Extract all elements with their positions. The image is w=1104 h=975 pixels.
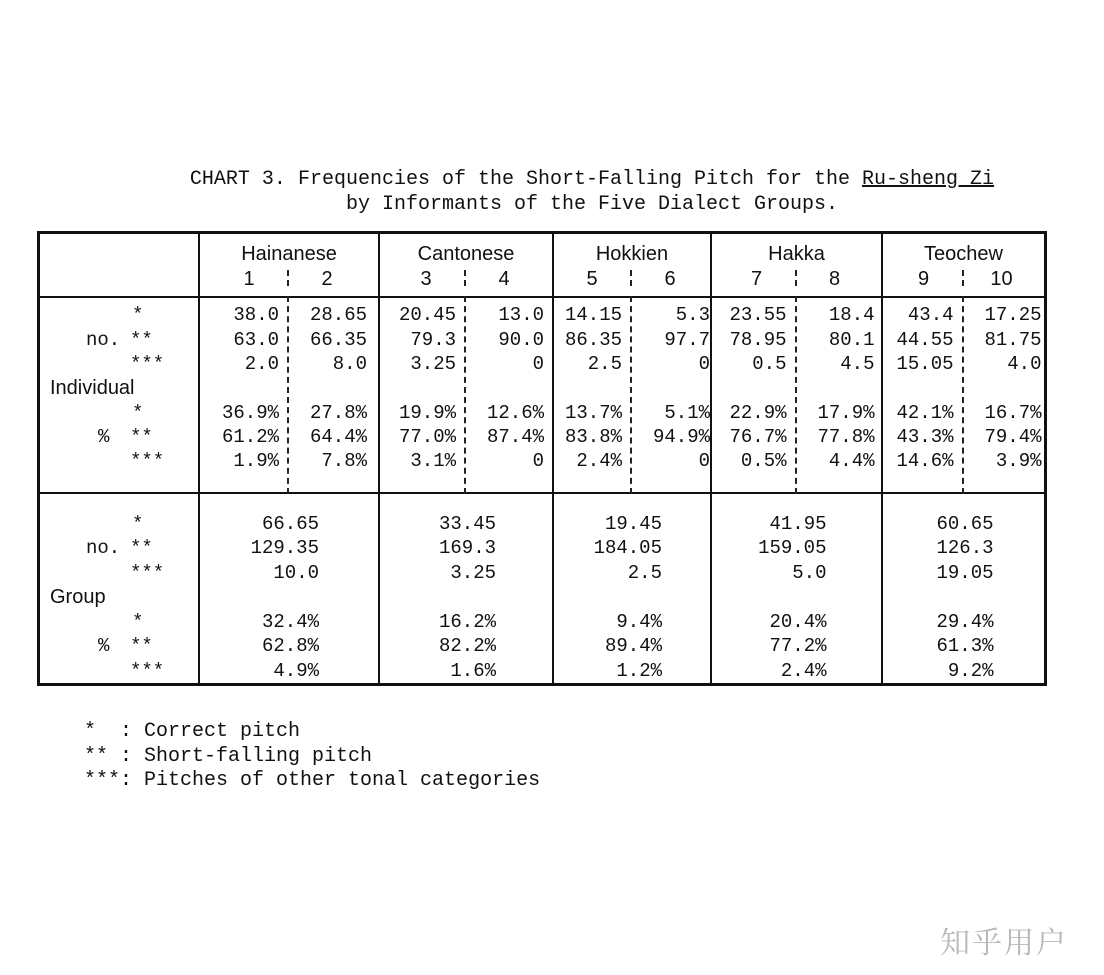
cell-value: 2.5 — [587, 353, 622, 375]
group-header-name: Hokkien — [595, 243, 669, 265]
cell-value: 86.35 — [564, 329, 622, 351]
cell-value: 20.45 — [398, 304, 456, 326]
title-underlined-term: Ru-sheng Zi — [862, 168, 995, 191]
row-label-star: ** — [130, 537, 153, 559]
cell-value: 2.0 — [244, 353, 279, 375]
cell-value: 0.5% — [740, 450, 787, 472]
informant-divider — [287, 270, 289, 286]
cell-value: 79.3 — [410, 329, 456, 351]
cell-value: 23.55 — [729, 304, 787, 326]
cell-value: 43.4 — [907, 304, 954, 326]
chart-title-line2: by Informants of the Five Dialect Groups. — [345, 193, 839, 216]
cell-value: 17.9% — [817, 402, 875, 424]
legend-item: ***: Pitches of other tonal categories — [84, 769, 541, 792]
cell-value: 4.5 — [840, 353, 875, 375]
row-label-pct: % — [98, 426, 110, 448]
group-total-value: 10.0 — [273, 562, 319, 584]
cell-value: 8.0 — [332, 353, 367, 375]
cell-value: 0 — [698, 450, 710, 472]
group-total-value: 32.4% — [261, 611, 319, 633]
group-total-value: 61.3% — [936, 635, 994, 657]
group-total-value: 29.4% — [936, 611, 994, 633]
row-label-star: ** — [130, 635, 153, 657]
cell-value: 17.25 — [984, 304, 1042, 326]
informant-number: 6 — [664, 268, 676, 290]
row-label-star: ** — [130, 329, 153, 351]
cell-value: 22.9% — [729, 402, 787, 424]
cell-value: 77.8% — [817, 426, 875, 448]
informant-divider — [795, 270, 797, 286]
group-total-value: 66.65 — [261, 513, 319, 535]
group-total-value: 1.2% — [616, 660, 662, 682]
cell-value: 76.7% — [729, 426, 787, 448]
row-label-star: * — [132, 513, 144, 535]
row-label-star: *** — [130, 353, 165, 375]
cell-value: 36.9% — [221, 402, 279, 424]
cell-value: 90.0 — [498, 329, 544, 351]
cell-value: 7.8% — [321, 450, 367, 472]
legend-item: ** : Short-falling pitch — [84, 745, 373, 768]
cell-value: 5.1% — [664, 402, 710, 424]
group-total-value: 77.2% — [769, 635, 827, 657]
group-total-value: 159.05 — [758, 537, 827, 559]
section-rule — [40, 492, 1044, 494]
group-total-value: 20.4% — [769, 611, 827, 633]
cell-value: 44.55 — [896, 329, 954, 351]
cell-value: 3.25 — [410, 353, 456, 375]
group-header-name: Cantonese — [417, 243, 515, 265]
cell-value: 4.4% — [828, 450, 875, 472]
cell-value: 28.65 — [309, 304, 367, 326]
group-total-value: 16.2% — [438, 611, 496, 633]
cell-value: 13.7% — [564, 402, 622, 424]
group-total-value: 62.8% — [261, 635, 319, 657]
cell-value: 18.4 — [828, 304, 875, 326]
cell-value: 78.95 — [729, 329, 787, 351]
row-label-pct: % — [98, 635, 110, 657]
group-total-value: 89.4% — [604, 635, 662, 657]
group-total-value: 19.05 — [936, 562, 994, 584]
row-label-star: *** — [130, 660, 165, 682]
group-total-value: 2.4% — [780, 660, 827, 682]
cell-value: 19.9% — [398, 402, 456, 424]
watermark: 知乎用户 — [940, 926, 1068, 961]
row-label-no: no. — [86, 329, 121, 351]
cell-value: 12.6% — [486, 402, 544, 424]
cell-value: 5.3 — [675, 304, 710, 326]
cell-value: 63.0 — [233, 329, 279, 351]
informant-divider — [630, 270, 632, 286]
group-total-value: 82.2% — [438, 635, 496, 657]
cell-value: 0 — [532, 353, 544, 375]
cell-value: 38.0 — [233, 304, 279, 326]
cell-value: 66.35 — [309, 329, 367, 351]
informant-number: 1 — [243, 268, 255, 290]
cell-value: 87.4% — [486, 426, 544, 448]
cell-value: 27.8% — [309, 402, 367, 424]
group-total-value: 41.95 — [769, 513, 827, 535]
section-label-group: Group — [50, 586, 106, 608]
group-header-name: Hainanese — [241, 243, 337, 265]
cell-value: 77.0% — [398, 426, 456, 448]
row-label-star: ** — [130, 426, 153, 448]
group-total-value: 184.05 — [593, 537, 662, 559]
informant-number: 8 — [828, 268, 841, 290]
cell-value: 97.7 — [664, 329, 710, 351]
cell-value: 3.9% — [995, 450, 1042, 472]
group-total-value: 60.65 — [936, 513, 994, 535]
cell-value: 1.9% — [233, 450, 279, 472]
group-total-value: 1.6% — [450, 660, 496, 682]
cell-value: 13.0 — [498, 304, 544, 326]
group-total-value: 4.9% — [273, 660, 319, 682]
cell-value: 4.0 — [1007, 353, 1042, 375]
cell-value: 14.6% — [896, 450, 954, 472]
informant-number: 3 — [420, 268, 432, 290]
title-prefix: CHART 3. Frequencies of the Short-Falling Pitch for the — [189, 168, 863, 191]
cell-value: 2.4% — [576, 450, 622, 472]
informant-number: 9 — [917, 268, 930, 290]
group-total-value: 9.4% — [616, 611, 662, 633]
cell-value: 79.4% — [984, 426, 1042, 448]
section-label-individual: Individual — [50, 377, 135, 399]
cell-value: 16.7% — [984, 402, 1042, 424]
cell-value: 3.1% — [410, 450, 456, 472]
group-total-value: 19.45 — [604, 513, 662, 535]
cell-value: 0.5 — [752, 353, 787, 375]
cell-value: 0 — [698, 353, 710, 375]
cell-value: 15.05 — [896, 353, 954, 375]
header-rule — [40, 296, 1044, 298]
group-total-value: 129.35 — [250, 537, 319, 559]
cell-value: 14.15 — [564, 304, 622, 326]
cell-value: 43.3% — [896, 426, 954, 448]
row-label-star: * — [132, 611, 144, 633]
cell-value: 64.4% — [309, 426, 367, 448]
row-label-star: *** — [130, 562, 165, 584]
row-label-star: *** — [130, 450, 165, 472]
cell-value: 80.1 — [828, 329, 875, 351]
informant-number: 7 — [750, 268, 763, 290]
frequency-table — [37, 231, 1047, 686]
informant-divider — [464, 270, 466, 286]
group-header-name: Hakka — [768, 243, 825, 265]
cell-value: 81.75 — [984, 329, 1042, 351]
group-total-value: 126.3 — [936, 537, 994, 559]
group-total-value: 9.2% — [947, 660, 994, 682]
group-total-value: 3.25 — [450, 562, 496, 584]
cell-value: 83.8% — [564, 426, 622, 448]
group-total-value: 5.0 — [792, 562, 827, 584]
group-total-value: 169.3 — [438, 537, 496, 559]
informant-divider — [962, 270, 964, 286]
group-total-value: 33.45 — [438, 513, 496, 535]
row-label-star: * — [132, 402, 144, 424]
informant-number: 10 — [990, 268, 1013, 290]
group-header-name: Teochew — [924, 243, 1003, 265]
group-total-value: 2.5 — [627, 562, 662, 584]
cell-value: 94.9% — [652, 426, 710, 448]
chart-title-line1 — [40, 168, 1104, 191]
informant-number: 2 — [321, 268, 333, 290]
cell-value: 61.2% — [221, 426, 279, 448]
legend-item: * : Correct pitch — [84, 720, 301, 743]
row-label-no: no. — [86, 537, 121, 559]
cell-value: 42.1% — [896, 402, 954, 424]
row-label-star: * — [132, 304, 144, 326]
informant-number: 5 — [586, 268, 598, 290]
cell-value: 0 — [532, 450, 544, 472]
informant-number: 4 — [498, 268, 510, 290]
